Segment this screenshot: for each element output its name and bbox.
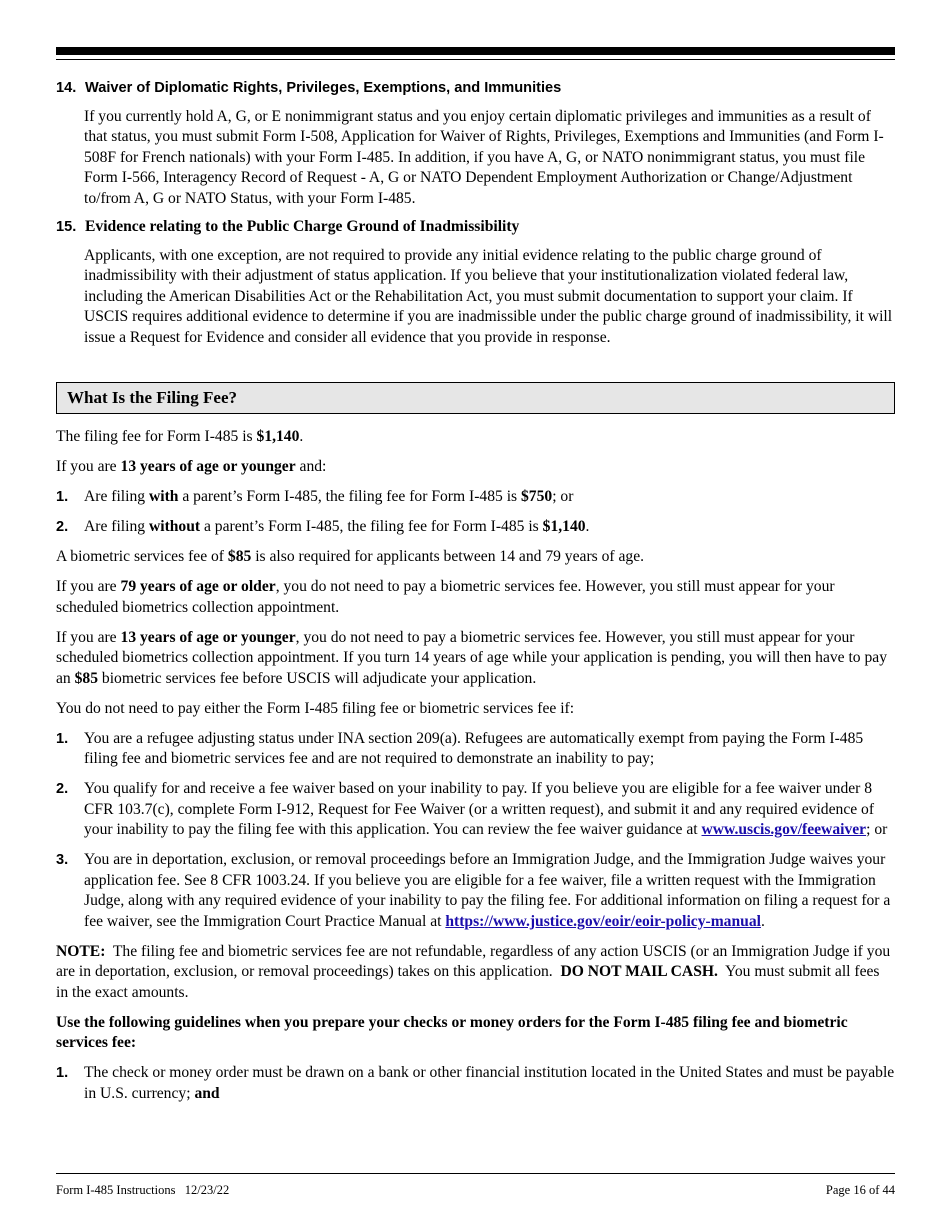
list-item: 1. You are a refugee adjusting status under INA section 209(a). Refugees are automatically exempt from paying the Form I-485 filing fee and biometric services fee and are not required to demonstrate an inability to pay; — [56, 729, 864, 767]
page-number: Page 16 of 44 — [825, 1183, 895, 1197]
section-title: Evidence relating to the Public Charge Ground of Inadmissibility — [85, 218, 520, 235]
section-number: 15. — [56, 219, 77, 235]
filing-fee-heading: What Is the Filing Fee? — [67, 387, 237, 407]
older-applicant-paragraph: If you are 79 years of age or older, you do not need to pay a biometric services fee. However, you still must appear for your scheduled biometrics collection appointment. — [56, 578, 835, 616]
list-item: 1. The check or money order must be drawn on a bank or other financial institution located in the United States and must be payable in U.S. currency; and — [56, 1064, 895, 1102]
note-paragraph: NOTE: The filing fee and biometric services fee are not refundable, regardless of any action USCIS (or an Immigration Judge if you are in deportation, exclusion, or removal proceedings) takes on this application. DO NOT MAIL CASH. You must submit all fees in the exact amounts. — [56, 942, 895, 1001]
age-condition-paragraph: If you are 13 years of age or younger and: — [56, 458, 327, 475]
biometric-fee-paragraph: A biometric services fee of $85 is also required for applicants between 14 and 79 years of age. — [56, 548, 645, 565]
list-item: 3. You are in deportation, exclusion, or removal proceedings before an Immigration Judge, and the Immigration Judge waives your application fee. See 8 CFR 1003.24. If you believe you are eligible for a fee waiver, file a written request with the Immigration Judge, along with any required evidence of your inability to pay the filing fee. For additional information on filing a request for a fee waiver, see the Immigration Court Practice Manual at https://www.justice.gov/eoir/eoir-policy-manual. — [56, 851, 891, 930]
top-rule-thick — [56, 47, 895, 55]
section-title: Waiver of Diplomatic Rights, Privileges, Exemptions, and Immunities — [85, 80, 562, 96]
feewaiver-link[interactable]: www.uscis.gov/feewaiver — [701, 821, 867, 838]
section-15-heading — [56, 217, 895, 238]
exemption-intro: You do not need to pay either the Form I-485 filing fee or biometric services fee if: — [56, 699, 575, 717]
list-item: 2. Are filing without a parent’s Form I-485, the filing fee for Form I-485 is $1,140. — [56, 518, 590, 535]
section-15-body: Applicants, with one exception, are not required to provide any initial evidence relating to the public charge ground of inadmissibility with their adjustment of status application. If you believe that your institutionalization violated federal law, including the American Disabilities Act or the Rehabilitation Act, you must submit documentation to support your claim. If USCIS requires additional evidence to determine if you are inadmissible under the public charge ground of inadmissibility, it will issue a Request for Evidence and consider all evidence that you provide in response. — [84, 246, 893, 346]
filing-fee-paragraph: The filing fee for Form I-485 is $1,140. — [56, 428, 304, 445]
page-content — [56, 78, 895, 1104]
list-item: 2. You qualify for and receive a fee waiver based on your inability to pay. If you believe you are eligible for a fee waiver under 8 CFR 103.7(c), complete Form I-912, Request for Fee Waiver (or a written request), and submit it and any required evidence of your inability to pay the filing fee with this application. You can review the fee waiver guidance at www.uscis.gov/feewaiver; or — [56, 780, 888, 838]
section-number: 14. — [56, 80, 77, 96]
footer-rule — [56, 1173, 895, 1174]
list-item: 1. Are filing with a parent’s Form I-485, the filing fee for Form I-485 is $750; or — [56, 488, 574, 505]
guidelines-heading: Use the following guidelines when you prepare your checks or money orders for the Form I-485 filing fee and biometric services fee: — [56, 1013, 848, 1051]
section-14-body: If you currently hold A, G, or E nonimmigrant status and you enjoy certain diplomatic privileges and immunities as a result of that status, you must submit Form I-508, Application for Waiver of Rights, Privileges, Exemptions and Immunities (and Form I-508F for French nationals) with your Form I-485. In addition, if you have A, G, or NATO nonimmigrant status, you must file Form I-566, Interagency Record of Request - A, G or NATO Dependent Employment Authorization or Change/Adjustment to/from A, G or NATO Status, with your Form I-485. — [84, 107, 884, 207]
top-rule-thin — [56, 59, 895, 60]
footer-form-label: Form I-485 Instructions 12/23/22 — [56, 1183, 230, 1197]
younger-applicant-paragraph: If you are 13 years of age or younger, you do not need to pay a biometric services fee. However, you still must appear for your scheduled biometrics collection appointment. If you turn 14 years of age while your application is pending, you will then have to pay an $85 biometric services fee before USCIS will adjudicate your application. — [56, 628, 888, 687]
eoir-policy-manual-link[interactable]: https://www.justice.gov/eoir/eoir-policy-manual — [445, 912, 761, 930]
page-footer — [56, 1183, 895, 1198]
filing-fee-heading-box — [56, 382, 895, 414]
section-14-heading — [56, 78, 895, 99]
